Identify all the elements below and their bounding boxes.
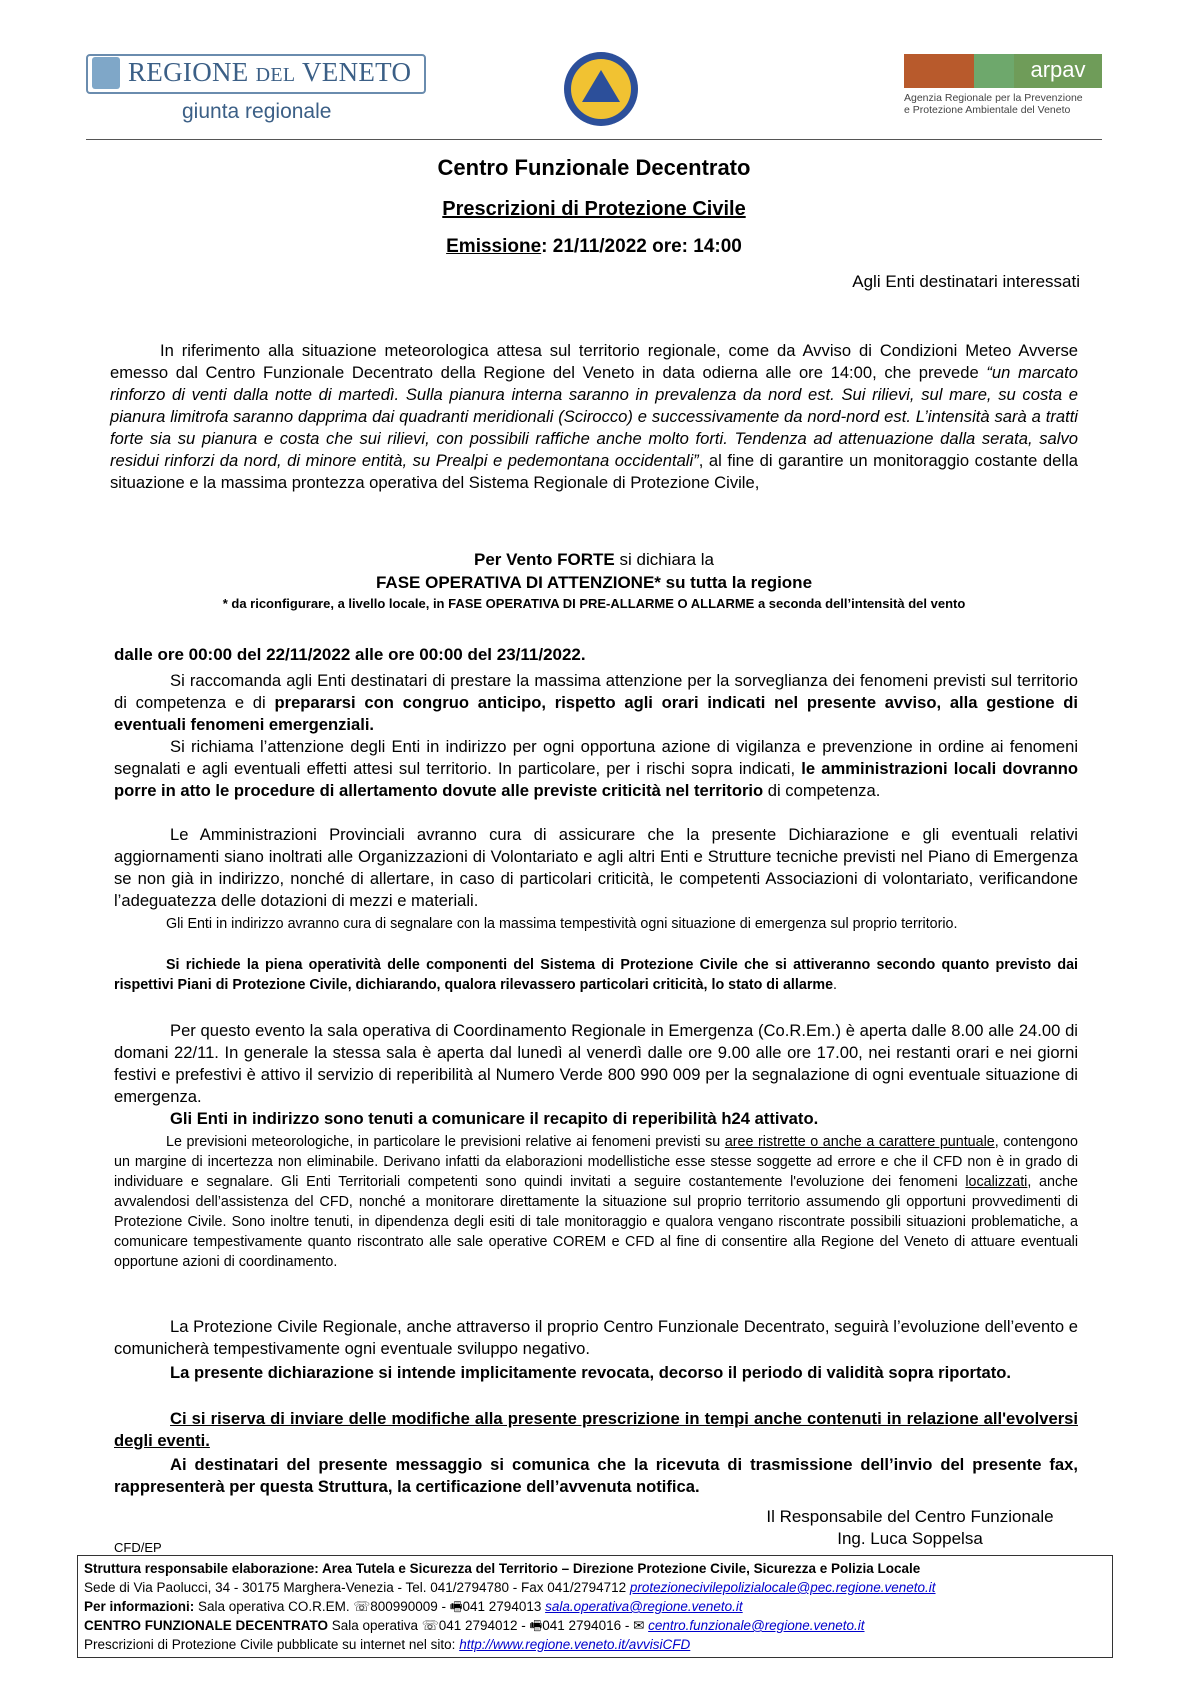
protezione-civile-emblem-icon [564,52,638,126]
wave-icon [974,54,1014,88]
paragraph-forecast-uncertainty: Le previsioni meteorologiche, in particolare le previsioni relative ai fenomeni previsti su aree ristrette o anche a carattere puntuale, contengono un margine di incertezza non eliminabile. Derivano infatti da elaborazioni modellistiche esse stesse soggette ad errore e che il CFD non è in grado di individuare e segnalare. Gli Enti Territoriali competenti sono quindi invitati a seguire costantemente l'evoluzione dei fenomeni localizzati, anche avvalendosi dell’assistenza del CFD, nonché a monitorare direttamente la situazione sul proprio territorio assumendo gli opportuni provvedimenti di Protezione Civile. Sono inoltre tenuti, in dipendenza degli esiti di tale monitoraggio e qualora vengano riscontrate possibili situazioni problematiche, a comunicare tempestivamente quanto riscontrato alle sale operative COREM e CFD al fine di consentire alla Regione del Veneto di attuare eventuali opportune azioni di coordinamento. [114,1134,1079,1270]
footer-info: Per informazioni: Sala operativa CO.R.EM. ☏800990009 - 🖷041 2794013 sala.operativa@regione.veneto.it [84,1599,743,1614]
arpav-caption: Agenzia Regionale per la Prevenzione e Protezione Ambientale del Veneto [904,92,1083,116]
giunta-regionale: giunta regionale [182,100,332,123]
paragraph-fax-receipt: Ai destinatari del presente messaggio si comunica che la ricevuta di trasmissione dell’invio del presente fax, rappresenterà per questa Struttura, la certificazione dell’avvenuta notifica. [114,1455,1078,1496]
paragraph-modifications: Ci si riserva di inviare delle modifiche alla presente prescrizione in tempi anche contenuti in relazione all'evolversi degli eventi. [114,1409,1078,1450]
paragraph-regional-follow-up: La Protezione Civile Regionale, anche attraverso il proprio Centro Funzionale Decentrato, seguirà l’evoluzione dell’evento e comunicherà tempestivamente ogni eventuale sviluppo negativo. [114,1317,1078,1358]
footer-address: Sede di Via Paolucci, 34 - 30175 Marghera-Venezia - Tel. 041/2794780 - Fax 041/2794712 protezionecivilepolizialocale@pec.regione.veneto.it [84,1580,936,1595]
paragraph-report: Gli Enti in indirizzo avranno cura di segnalare con la massima tempestività ogni situazione di emergenza sul proprio territorio. [166,916,958,932]
lion-icon [92,57,120,89]
page-title: Centro Funzionale Decentrato [437,155,751,180]
phase-line: Per Vento FORTE si dichiara la [474,550,714,569]
footer-box [77,1555,1113,1658]
regione-veneto-logo [86,54,426,134]
regione-name: REGIONE DEL VENETO [128,57,412,87]
header-divider [86,139,1102,140]
intro-paragraph: In riferimento alla situazione meteorologica attesa sul territorio regionale, come da Avviso di Condizioni Meteo Avverse emesso dal Centro Funzionale Decentrato della Regione del Veneto in data odierna alle ore 14:00, che prevede “un marcato rinforzo di venti dalla notte di martedì. Sulla pianura interna saranno in prevalenza da nord est. Sui rilievi, sul mare, su costa e pianura limitrofa saranno dapprima dai quadranti meridionali (Scirocco) e successivamente da nord-nord est. L’intensità sarà a tratti forte sia su pianura e costa che sui rilievi, con possibili raffiche anche molto forti. Tendenza ad attenuazione dalla serata, salvo residui rinforzi da nord, di minore entità, su Prealpi e pedemontana occidentali”, al fine di garantire un monitoraggio costante della situazione e la massima prontezza operativa del Sistema Regionale di Protezione Civile, [110,341,1078,492]
paragraph-control-room: Per questo evento la sala operativa di Coordinamento Regionale in Emergenza (Co.R.Em.) è aperta dalle 8.00 alle 24.00 di domani 22/11. In generale la stessa sala è aperta dal lunedì al venerdì dalle ore 9.00 alle ore 17.00, nei restanti orari e nei giorni festivi e prefestivi è attivo il servizio di reperibilità al Numero Verde 800 990 009 per la segnalazione di ogni eventuale situazione di emergenza. [114,1021,1078,1106]
pec-email-link[interactable]: protezionecivilepolizialocale@pec.regione.veneto.it [629,1580,936,1595]
page-subtitle: Prescrizioni di Protezione Civile [442,198,746,220]
arpav-logo [904,54,1104,114]
sala-operativa-email-link[interactable]: sala.operativa@regione.veneto.it [545,1599,743,1614]
paragraph-attention: Si richiama l’attenzione degli Enti in indirizzo per ogni opportuna azione di vigilanza e prevenzione in ordine ai fenomeni segnalati e agli eventuali effetti attesi sul territorio. In particolare, per i rischi sopra indicati, le amministrazioni locali dovranno porre in atto le procedure di allertamento dovute alle previste criticità nel territorio di competenza. [114,737,1078,800]
emission-date: Emissione: 21/11/2022 ore: 14:00 [446,236,742,257]
footer-structure: Struttura responsabile elaborazione: Area Tutela e Sicurezza del Territorio – Direzione Protezione Civile, Sicurezza e Polizia Locale [84,1561,921,1576]
footer-website: Prescrizioni di Protezione Civile pubblicate su internet nel sito: http://www.regione.veneto.it/avvisiCFD [84,1637,691,1652]
website-link[interactable]: http://www.regione.veneto.it/avvisiCFD [459,1637,691,1652]
signature [740,1506,1080,1550]
paragraph-provinces: Le Amministrazioni Provinciali avranno cura di assicurare che la presente Dichiarazione e gli eventuali relativi aggiornamenti siano inoltrati alle Organizzazioni di Volontariato e agli altri Enti e Strutture tecniche previsti nel Piano di Emergenza se non già in indirizzo, nonché di allertare, in caso di particolari criticità, le competenti Associazioni di volontariato, verificandone l’adeguatezza delle dotazioni di mezzi e materiali. [114,825,1078,910]
paragraph-operativity: Si richiede la piena operatività delle componenti del Sistema di Protezione Civile che si attiveranno secondo quanto previsto dai rispettivi Piani di Protezione Civile, dichiarando, qualora rilevassero particolari criticità, lo stato di allarme. [114,957,1078,993]
footer-cfd: CENTRO FUNZIONALE DECENTRATO Sala operativa ☏041 2794012 - 🖷041 2794016 - ✉ centro.funzionale@regione.veneto.it [84,1618,865,1633]
arpav-name: arpav [1014,54,1102,88]
document-code: CFD/EP [114,1540,162,1555]
lion-image-icon [904,54,974,88]
paragraph-h24: Gli Enti in indirizzo sono tenuti a comunicare il recapito di reperibilità h24 attivato. [170,1109,819,1128]
paragraph-recommendation: Si raccomanda agli Enti destinatari di prestare la massima attenzione per la sorveglianza dei fenomeni previsti sul territorio di competenza e di prepararsi con congruo anticipo, rispetto agli orari indicati nel presente avviso, alla gestione di eventuali fenomeni emergenziali. [114,671,1078,734]
signature-name: Ing. Luca Soppelsa [837,1529,983,1548]
recipients: Agli Enti destinatari interessati [852,272,1080,291]
paragraph-revocation: La presente dichiarazione si intende implicitamente revocata, decorso il periodo di validità sopra riportato. [170,1363,1011,1382]
phase-note: * da riconfigurare, a livello locale, in FASE OPERATIVA DI PRE-ALLARME O ALLARME a seconda dell’intensità del vento [222,596,966,611]
cfd-email-link[interactable]: centro.funzionale@regione.veneto.it [648,1618,865,1633]
phase-declaration: FASE OPERATIVA DI ATTENZIONE* su tutta la regione [375,573,813,592]
letterhead [86,52,1102,142]
signature-role: Il Responsabile del Centro Funzionale [766,1507,1054,1526]
validity-period: dalle ore 00:00 del 22/11/2022 alle ore 00:00 del 23/11/2022. [114,645,586,664]
